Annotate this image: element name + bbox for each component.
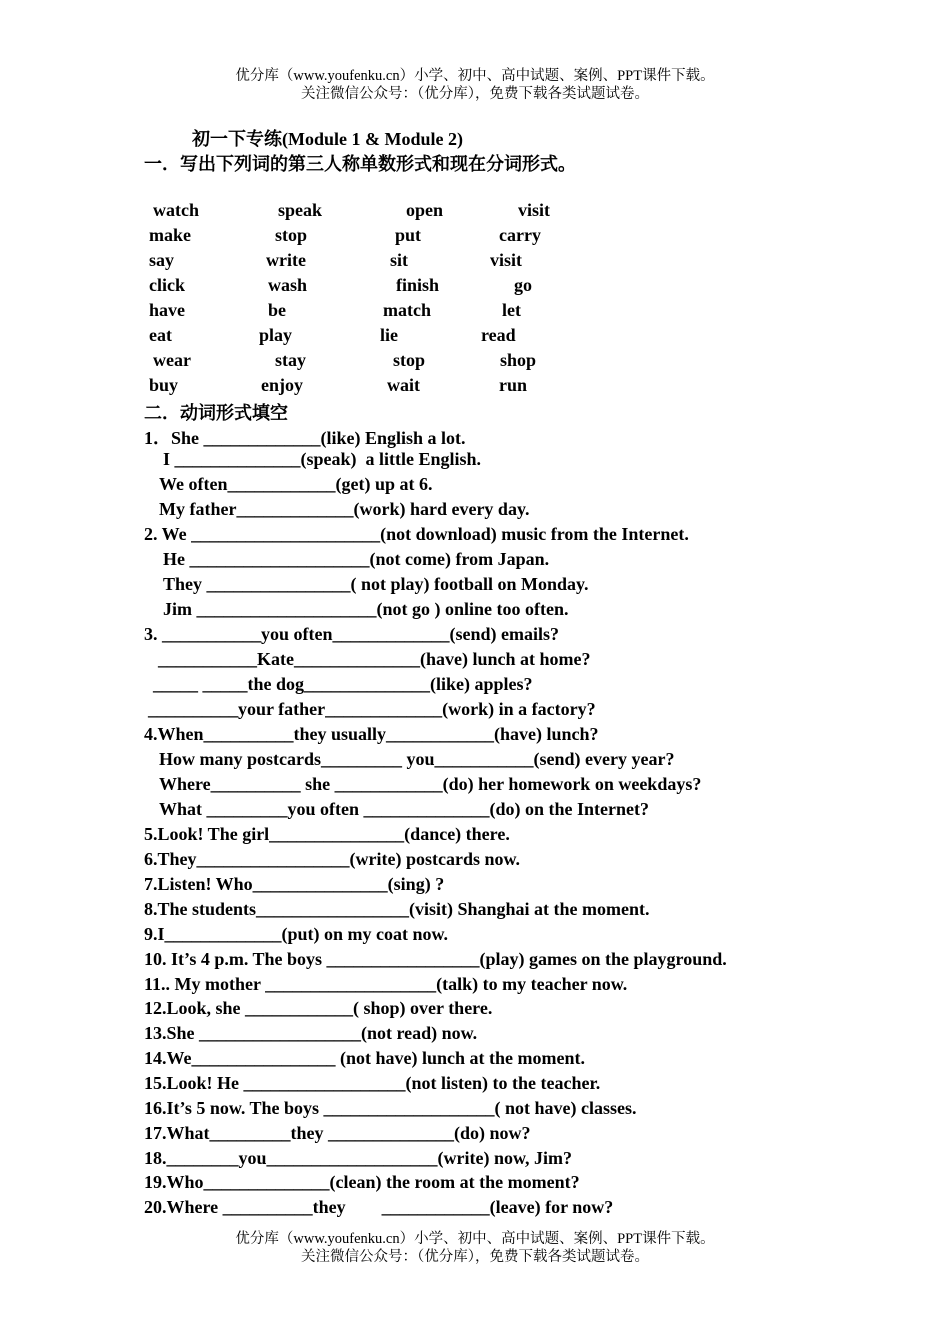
exercise-line: I ______________(speak) a little English. (163, 449, 482, 469)
word-item: let (502, 300, 521, 320)
exercise-line: 6.They_________________(write) postcards now. (144, 849, 520, 869)
word-item: wait (387, 375, 420, 395)
word-item: have (149, 300, 185, 320)
section-1-heading: 一．写出下列词的第三人称单数形式和现在分词形式。 (144, 154, 576, 174)
word-item: visit (518, 200, 551, 220)
word-item: enjoy (261, 375, 303, 395)
exercise-line: Where__________ she ____________(do) her homework on weekdays? (159, 774, 702, 794)
word-item: wear (153, 350, 191, 370)
exercise-line: 8.The students_________________(visit) Shanghai at the moment. (144, 899, 650, 919)
word-item: read (481, 325, 516, 345)
header-line-2: 关注微信公众号：（优分库），免费下载各类试题试卷。 (301, 86, 649, 102)
exercise-line: 10. It’s 4 p.m. The boys _________________(play) games on the playground. (144, 949, 727, 969)
word-item: be (268, 300, 286, 320)
exercise-line: They ________________( not play) football on Monday. (163, 574, 589, 594)
exercise-line: We often____________(get) up at 6. (159, 474, 433, 494)
exercise-line: 11.. My mother ___________________(talk) to my teacher now. (144, 974, 628, 994)
footer-line-2: 关注微信公众号：（优分库），免费下载各类试题试卷。 (301, 1249, 649, 1265)
exercise-line: 7.Listen! Who_______________(sing) ? (144, 874, 445, 894)
exercise-line: 3. ___________you often_____________(send) emails? (144, 624, 559, 644)
word-item: make (149, 225, 191, 245)
word-item: wash (268, 275, 308, 295)
worksheet-title: 初一下专练(Module 1 & Module 2) (192, 129, 463, 149)
exercise-line: 19.Who______________(clean) the room at the moment? (144, 1172, 580, 1192)
word-item: carry (499, 225, 541, 245)
exercise-line: 13.She __________________(not read) now. (144, 1023, 478, 1043)
exercise-line: 5.Look! The girl_______________(dance) there. (144, 824, 510, 844)
word-item: stay (275, 350, 306, 370)
exercise-line: 2. We _____________________(not download) music from the Internet. (144, 524, 689, 544)
word-item: say (149, 250, 175, 270)
word-item: play (259, 325, 293, 345)
word-item: put (395, 225, 422, 245)
exercise-line: 17.What_________they ______________(do) now? (144, 1123, 531, 1143)
header-line-1: 优分库（www.youfenku.cn）小学、初中、高中试题、案例、PPT课件下载。 (235, 68, 715, 84)
exercise-line: ___________Kate______________(have) lunch at home? (158, 649, 591, 669)
word-item: speak (278, 200, 323, 220)
exercise-line: How many postcards_________ you___________(send) every year? (159, 749, 675, 769)
word-item: click (149, 275, 185, 295)
word-item: visit (490, 250, 523, 270)
word-item: write (266, 250, 306, 270)
word-item: go (514, 275, 532, 295)
exercise-line: 4.When__________they usually____________(have) lunch? (144, 724, 599, 744)
exercise-line: He ____________________(not come) from Japan. (163, 549, 550, 569)
exercise-line: _____ _____the dog______________(like) apples? (153, 674, 533, 694)
word-item: lie (380, 325, 398, 345)
exercise-line: 15.Look! He __________________(not listen) to the teacher. (144, 1073, 601, 1093)
exercise-line: My father_____________(work) hard every day. (159, 499, 530, 519)
exercise-line: 18.________you___________________(write) now, Jim? (144, 1148, 572, 1168)
word-item: buy (149, 375, 179, 395)
exercise-line: 16.It’s 5 now. The boys ___________________( not have) classes. (144, 1098, 637, 1118)
word-item: open (406, 200, 444, 220)
word-item: stop (275, 225, 308, 245)
word-item: finish (396, 275, 440, 295)
exercise-line: 9.I_____________(put) on my coat now. (144, 924, 449, 944)
page-header (0, 67, 950, 103)
word-item: eat (149, 325, 172, 345)
word-item: sit (390, 250, 408, 270)
exercise-line: 14.We________________ (not have) lunch at the moment. (144, 1048, 585, 1068)
footer-line-1: 优分库（www.youfenku.cn）小学、初中、高中试题、案例、PPT课件下载。 (235, 1231, 715, 1247)
page-footer (0, 1230, 950, 1266)
exercise-line: What _________you often ______________(do) on the Internet? (159, 799, 649, 819)
exercise-line: 20.Where __________they ____________(leave) for now? (144, 1197, 614, 1217)
exercise-line: 12.Look, she ____________( shop) over there. (144, 998, 493, 1018)
word-item: match (383, 300, 431, 320)
word-item: watch (153, 200, 199, 220)
exercise-line: 1．She _____________(like) English a lot. (144, 428, 466, 448)
exercise-line: __________your father_____________(work) in a factory? (148, 699, 596, 719)
word-item: stop (393, 350, 426, 370)
section-2-heading: 二．动词形式填空 (144, 403, 288, 423)
word-item: run (499, 375, 528, 395)
word-item: shop (500, 350, 537, 370)
exercise-line: Jim ____________________(not go ) online too often. (163, 599, 569, 619)
